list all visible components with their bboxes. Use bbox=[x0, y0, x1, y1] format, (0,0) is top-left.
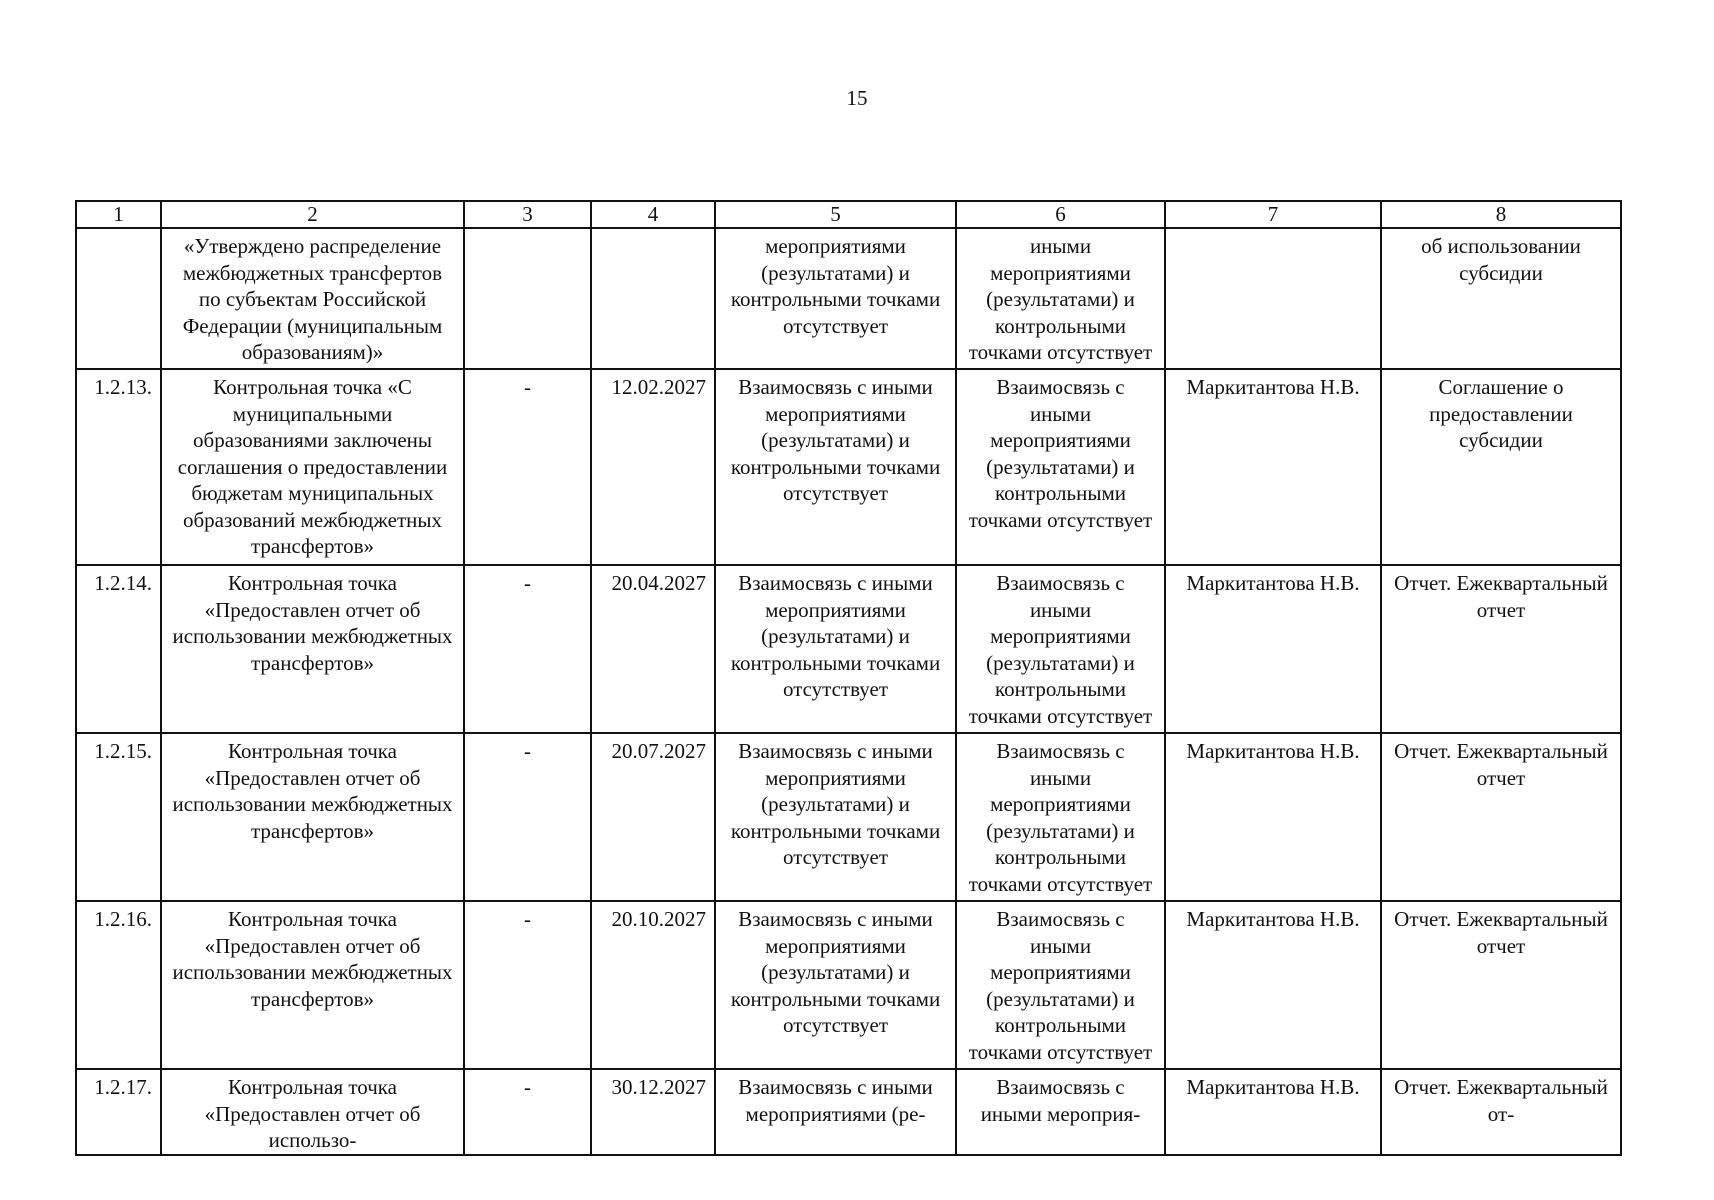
column-3-value: - bbox=[524, 1075, 531, 1099]
event-name-cell bbox=[161, 565, 464, 733]
column-3-cell bbox=[464, 228, 591, 369]
row-number-cell bbox=[76, 1069, 161, 1155]
row-number: 1.2.16. bbox=[94, 907, 152, 931]
link-cell bbox=[715, 733, 956, 901]
event-name: Контрольная точка «Предоставлен отчет об использовании межбюджетных трансфертов» bbox=[172, 739, 453, 843]
link-cell bbox=[956, 228, 1165, 369]
row-number-cell bbox=[76, 369, 161, 565]
responsible-person bbox=[1174, 229, 1372, 233]
document-type: Отчет. Ежеквартальный отчет bbox=[1394, 739, 1608, 790]
deadline-date: 20.07.2027 bbox=[611, 739, 706, 763]
page-number: 15 bbox=[846, 86, 868, 110]
link-text: Взаимосвязь с иными мероприятиями (результатами) и контрольными точками отсутствует bbox=[968, 907, 1153, 1064]
event-name-cell bbox=[161, 369, 464, 565]
event-name: Контрольная точка «Предоставлен отчет об использовании межбюджетных трансфертов» bbox=[172, 907, 453, 1011]
column-header: 5 bbox=[715, 201, 956, 228]
table-row bbox=[76, 733, 1621, 901]
column-header: 2 bbox=[161, 201, 464, 228]
document-cell bbox=[1381, 565, 1621, 733]
document-cell bbox=[1381, 1069, 1621, 1155]
row-number-cell bbox=[76, 901, 161, 1069]
link-cell bbox=[956, 369, 1165, 565]
document-type: Соглашение о предоставлении субсидии bbox=[1429, 375, 1573, 452]
event-name: Контрольная точка «Предоставлен отчет об использо- bbox=[204, 1075, 421, 1152]
responsible-person: Маркитантова Н.В. bbox=[1186, 907, 1360, 931]
link-cell bbox=[956, 565, 1165, 733]
document-cell bbox=[1381, 901, 1621, 1069]
link-cell bbox=[715, 901, 956, 1069]
column-header: 6 bbox=[956, 201, 1165, 228]
row-number: 1.2.17. bbox=[94, 1075, 152, 1099]
link-cell bbox=[956, 901, 1165, 1069]
document-type: об использовании субсидии bbox=[1421, 234, 1581, 285]
document-type: Отчет. Ежеквартальный отчет bbox=[1394, 907, 1608, 958]
responsible-person: Маркитантова Н.В. bbox=[1186, 375, 1360, 399]
responsible-person: Маркитантова Н.В. bbox=[1186, 571, 1360, 595]
link-text: Взаимосвязь с иными мероприятиями (ре- bbox=[738, 1075, 933, 1126]
link-cell bbox=[715, 228, 956, 369]
deadline-date: 20.10.2027 bbox=[611, 907, 706, 931]
row-number: 1.2.14. bbox=[94, 571, 152, 595]
column-header: 3 bbox=[464, 201, 591, 228]
link-text: Взаимосвязь с иными мероприя- bbox=[980, 1075, 1141, 1126]
responsible-cell bbox=[1165, 228, 1381, 369]
column-3-value: - bbox=[524, 375, 531, 399]
link-text: Взаимосвязь с иными мероприятиями (результатами) и контрольными точками отсутствует bbox=[730, 571, 941, 701]
link-text: Взаимосвязь с иными мероприятиями (результатами) и контрольными точками отсутствует bbox=[968, 571, 1153, 728]
event-name-cell bbox=[161, 733, 464, 901]
column-3-cell bbox=[464, 565, 591, 733]
responsible-person: Маркитантова Н.В. bbox=[1186, 1075, 1360, 1099]
column-3-value bbox=[473, 229, 582, 233]
event-name-cell bbox=[161, 1069, 464, 1155]
date-cell bbox=[591, 369, 715, 565]
responsible-cell bbox=[1165, 565, 1381, 733]
deadline-date: 20.04.2027 bbox=[611, 571, 706, 595]
responsible-cell bbox=[1165, 901, 1381, 1069]
column-3-cell bbox=[464, 1069, 591, 1155]
link-text: Взаимосвязь с иными мероприятиями (результатами) и контрольными точками отсутствует bbox=[730, 739, 941, 869]
table-header-row bbox=[76, 201, 1621, 228]
document-cell bbox=[1381, 369, 1621, 565]
row-number-cell bbox=[76, 565, 161, 733]
link-cell bbox=[715, 1069, 956, 1155]
link-cell bbox=[715, 369, 956, 565]
row-number: 1.2.13. bbox=[94, 375, 152, 399]
column-3-cell bbox=[464, 733, 591, 901]
plan-table bbox=[75, 200, 1622, 1156]
responsible-cell bbox=[1165, 369, 1381, 565]
link-text: Взаимосвязь с иными мероприятиями (результатами) и контрольными точками отсутствует bbox=[968, 375, 1153, 532]
responsible-person: Маркитантова Н.В. bbox=[1186, 739, 1360, 763]
deadline-date bbox=[600, 229, 706, 233]
event-name-cell bbox=[161, 901, 464, 1069]
column-3-cell bbox=[464, 369, 591, 565]
responsible-cell bbox=[1165, 733, 1381, 901]
date-cell bbox=[591, 733, 715, 901]
link-text: Взаимосвязь с иными мероприятиями (результатами) и контрольными точками отсутствует bbox=[730, 907, 941, 1037]
document-type: Отчет. Ежеквартальный от- bbox=[1394, 1075, 1608, 1126]
column-3-value: - bbox=[524, 739, 531, 763]
table-row bbox=[76, 228, 1621, 369]
date-cell bbox=[591, 901, 715, 1069]
row-number-cell bbox=[76, 228, 161, 369]
row-number: 1.2.15. bbox=[94, 739, 152, 763]
document-cell bbox=[1381, 228, 1621, 369]
column-3-cell bbox=[464, 901, 591, 1069]
table-row bbox=[76, 369, 1621, 565]
link-text: Взаимосвязь с иными мероприятиями (результатами) и контрольными точками отсутствует bbox=[730, 375, 941, 505]
link-cell bbox=[956, 1069, 1165, 1155]
column-header: 8 bbox=[1381, 201, 1621, 228]
date-cell bbox=[591, 565, 715, 733]
date-cell bbox=[591, 1069, 715, 1155]
table-row bbox=[76, 1069, 1621, 1155]
column-header: 1 bbox=[76, 201, 161, 228]
link-text: мероприятиями (результатами) и контрольными точками отсутствует bbox=[730, 234, 941, 338]
row-number bbox=[85, 229, 152, 233]
document-type: Отчет. Ежеквартальный отчет bbox=[1394, 571, 1608, 622]
column-3-value: - bbox=[524, 571, 531, 595]
event-name-cell bbox=[161, 228, 464, 369]
table-row bbox=[76, 901, 1621, 1069]
row-number-cell bbox=[76, 733, 161, 901]
link-text: Взаимосвязь с иными мероприятиями (результатами) и контрольными точками отсутствует bbox=[968, 739, 1153, 896]
deadline-date: 12.02.2027 bbox=[611, 375, 706, 399]
date-cell bbox=[591, 228, 715, 369]
event-name: Контрольная точка «С муниципальными образованиями заключены соглашения о предоставлении бюджетам муниципальных образований межбюджетных трансфертов» bbox=[177, 375, 448, 558]
table-row bbox=[76, 565, 1621, 733]
responsible-cell bbox=[1165, 1069, 1381, 1155]
column-header: 4 bbox=[591, 201, 715, 228]
document-cell bbox=[1381, 733, 1621, 901]
event-name: «Утверждено распределение межбюджетных трансфертов по субъектам Российской Федерации (муниципальным образованиям)» bbox=[182, 234, 443, 364]
link-cell bbox=[956, 733, 1165, 901]
deadline-date: 30.12.2027 bbox=[611, 1075, 706, 1099]
link-cell bbox=[715, 565, 956, 733]
event-name: Контрольная точка «Предоставлен отчет об использовании межбюджетных трансфертов» bbox=[172, 571, 453, 675]
column-3-value: - bbox=[524, 907, 531, 931]
link-text: иными мероприятиями (результатами) и контрольными точками отсутствует bbox=[968, 234, 1153, 364]
column-header: 7 bbox=[1165, 201, 1381, 228]
